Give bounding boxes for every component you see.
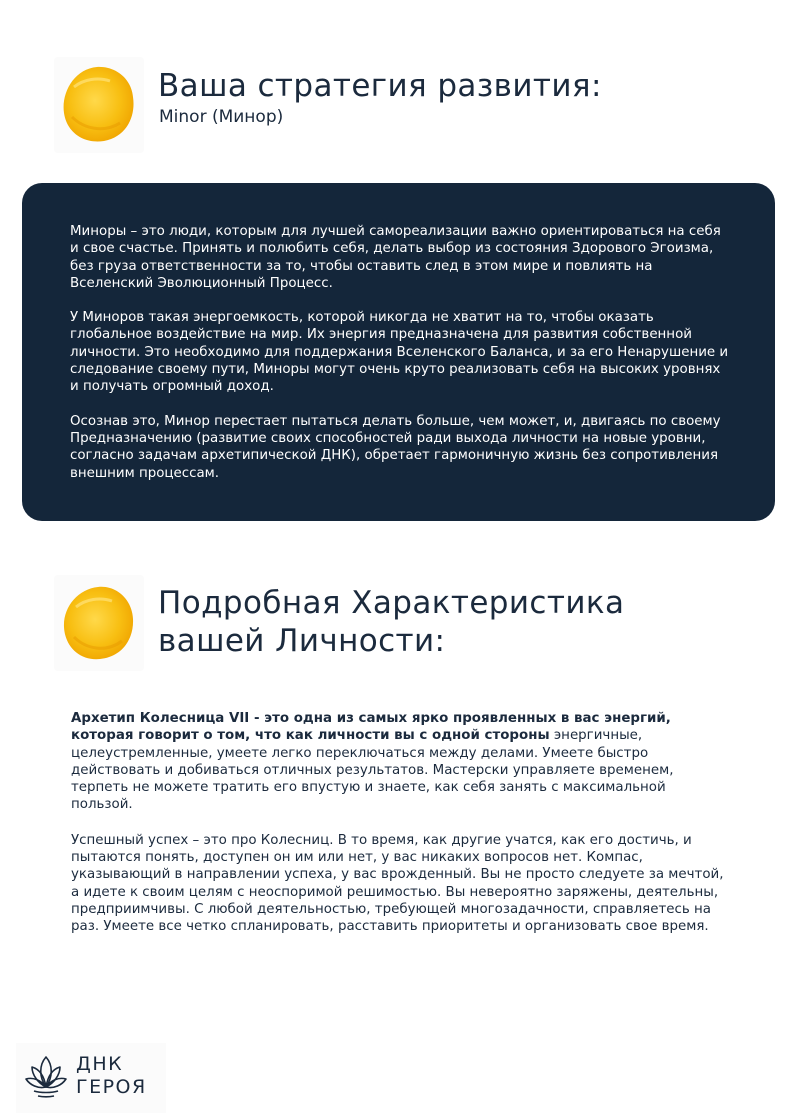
strategy-paragraph: Миноры – это люди, которым для лучшей самореализации важно ориентироваться на себя и свое счастье. Принять и полюбить себя, делать выбор из состояния Здорового Эгоизма, без груза ответственности за то, чтобы оставить след в этом мире и повлиять на Вселенский Эволюционный Процесс. [70, 224, 721, 291]
section-title-line: Подробная Характеристика [158, 585, 625, 621]
personality-paragraph: Успешный успех – это про Колесниц. В то время, как другие учатся, как его достичь, и пытаются понять, доступен он им или нет, у вас никаких вопросов нет. Компас, указывающий в направлении успеха, у вас врожденный. Вы не просто следуете за мечтой, а идете к своим целям с неоспоримой решимостью. Вы невероятно заряжены, деятельны, предприимчивы. С любой деятельностью, требующей многозадачности, справляетесь на раз. Умеете все четко спланировать, расставить приоритеты и организовать свое время. [71, 832, 724, 935]
section-title [158, 584, 624, 660]
strategy-paragraph: У Миноров такая энергоемкость, которой никогда не хватит на то, чтобы оказать глобальное воздействие на мир. Их энергия предназначена для развития собственной личности. Это необходимо для поддержания Вселенского Баланса, и за его Ненарушение и следование своему пути, Миноры могут очень круто реализовать себя на высоких уровнях и получать огромный доход. [70, 310, 729, 395]
paragraph-rest: энергичные, целеустремленные, умеете легко переключаться между делами. Умеете быстро действовать и добиваться отличных результатов. Мастерски управляете временем, терпеть не можете тратить его впустую и знаете, как себя занять с максимальной пользой. [71, 728, 674, 813]
strategy-subtitle: Minor (Минор) [159, 107, 284, 127]
archetype-highlight: Архетип Колесница VII - это одна из самых ярко проявленных в вас энергий, которая говорит о том, что как личности вы с одной стороны [71, 711, 671, 744]
section-title-line: вашей Личности: [158, 623, 446, 659]
logo-line: ДНК [76, 1053, 124, 1075]
sun-blob-icon [54, 57, 144, 153]
personality-text [71, 710, 731, 954]
brand-logo [16, 1043, 166, 1113]
personality-paragraph [71, 710, 731, 814]
sun-blob-icon [54, 575, 144, 671]
strategy-paragraph: Осознав это, Минор перестает пытаться делать больше, чем может, и, двигаясь по своему Предназначению (развитие своих способностей ради выхода личности на новые уровни, согласно задачам архетипической ДНК), обретает гармоничную жизнь без сопротивления внешним процессам. [70, 413, 721, 481]
lotus-icon [24, 1053, 68, 1101]
strategy-text [70, 223, 730, 499]
logo-line: ГЕРОЯ [76, 1076, 147, 1098]
page-title: Ваша стратегия развития: [158, 68, 602, 104]
strategy-panel [22, 183, 775, 521]
logo-text [76, 1053, 147, 1099]
